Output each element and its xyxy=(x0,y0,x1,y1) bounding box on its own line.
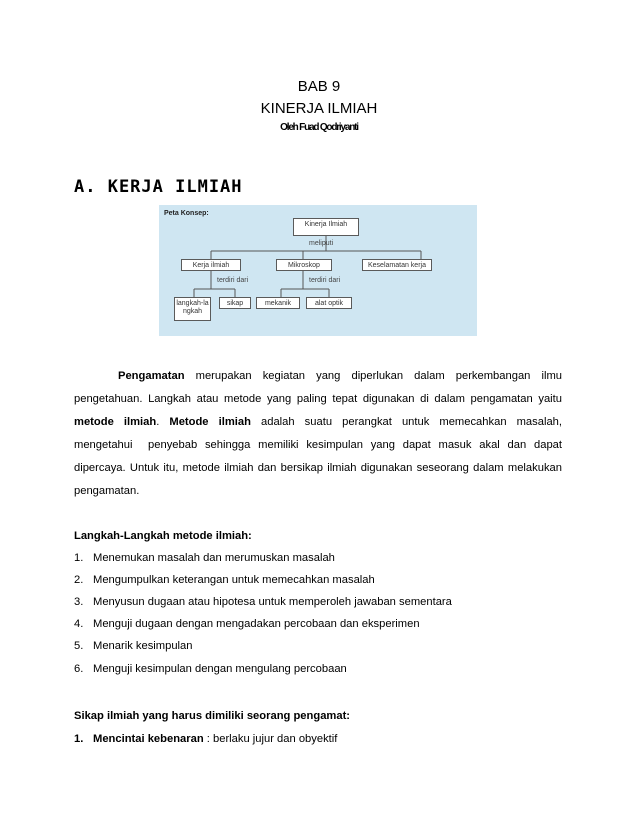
link-terdiri-dari-mikroskop: terdiri dari xyxy=(309,277,341,284)
list-item: 5. Menarik kesimpulan xyxy=(74,640,193,652)
list-item: 3. Menyusun dugaan atau hipotesa untuk memperoleh jawaban sementara xyxy=(74,596,452,608)
node-keselamatan-kerja: Keselamatan kerja xyxy=(362,259,432,271)
term-metode-ilmiah-2: Metode ilmiah xyxy=(169,416,251,428)
link-meliputi: meliputi xyxy=(309,240,334,247)
list-item: 1. Menemukan masalah dan merumuskan masalah xyxy=(74,552,335,564)
paragraph-line: dipercaya. Untuk itu, metode ilmiah dan bersikap ilmiah digunakan seseorang dalam melakukan xyxy=(74,462,562,474)
list-item: 4. Menguji dugaan dengan mengadakan percobaan dan eksperimen xyxy=(74,618,420,630)
node-kerja-ilmiah: Kerja ilmiah xyxy=(181,259,241,271)
term-metode-ilmiah: metode ilmiah xyxy=(74,416,157,428)
node-mikroskop: Mikroskop xyxy=(276,259,332,271)
author-line: Oleh Fuad Qodriyanti xyxy=(280,122,358,133)
chapter-title: KINERJA ILMIAH xyxy=(260,100,378,117)
paragraph-line: Pengamatan merupakan kegiatan yang diperlukan dalam perkembangan ilmu xyxy=(118,370,563,382)
list-item: 6. Menguji kesimpulan dengan mengulang percobaan xyxy=(74,663,347,675)
paragraph-line: mengetahui penyebab sehingga memiliki kesimpulan yang dapat masuk akal dan dapat xyxy=(74,439,562,451)
list-item: 2. Mengumpulkan keterangan untuk memecahkan masalah xyxy=(74,574,375,586)
node-langkah-langkah: langkah-langkah xyxy=(174,297,211,321)
list-item: 1. Mencintai kebenaran : berlaku jujur dan obyektif xyxy=(74,733,338,745)
steps-heading: Langkah-Langkah metode ilmiah: xyxy=(74,530,252,542)
node-mekanik: mekanik xyxy=(256,297,300,309)
chapter-number: BAB 9 xyxy=(297,78,341,95)
link-terdiri-dari-kerja: terdiri dari xyxy=(217,277,249,284)
section-heading: A. KERJA ILMIAH xyxy=(74,177,243,197)
paragraph-line: metode ilmiah. Metode ilmiah adalah suatu perangkat untuk memecahkan masalah, xyxy=(74,416,563,428)
node-kinerja-ilmiah: Kinerja Ilmiah xyxy=(293,218,359,236)
attitudes-heading: Sikap ilmiah yang harus dimiliki seorang pengamat: xyxy=(74,710,351,722)
term-pengamatan: Pengamatan xyxy=(118,370,185,382)
paragraph-line: pengamatan. xyxy=(74,485,140,497)
concept-map xyxy=(159,205,477,336)
node-sikap: sikap xyxy=(219,297,251,309)
paragraph-line: pengetahuan. Langkah atau metode yang paling tepat digunakan di dalam pengamatan yaitu xyxy=(74,393,562,405)
concept-map-caption: Peta Konsep: xyxy=(164,210,209,217)
node-alat-optik: alat optik xyxy=(306,297,352,309)
